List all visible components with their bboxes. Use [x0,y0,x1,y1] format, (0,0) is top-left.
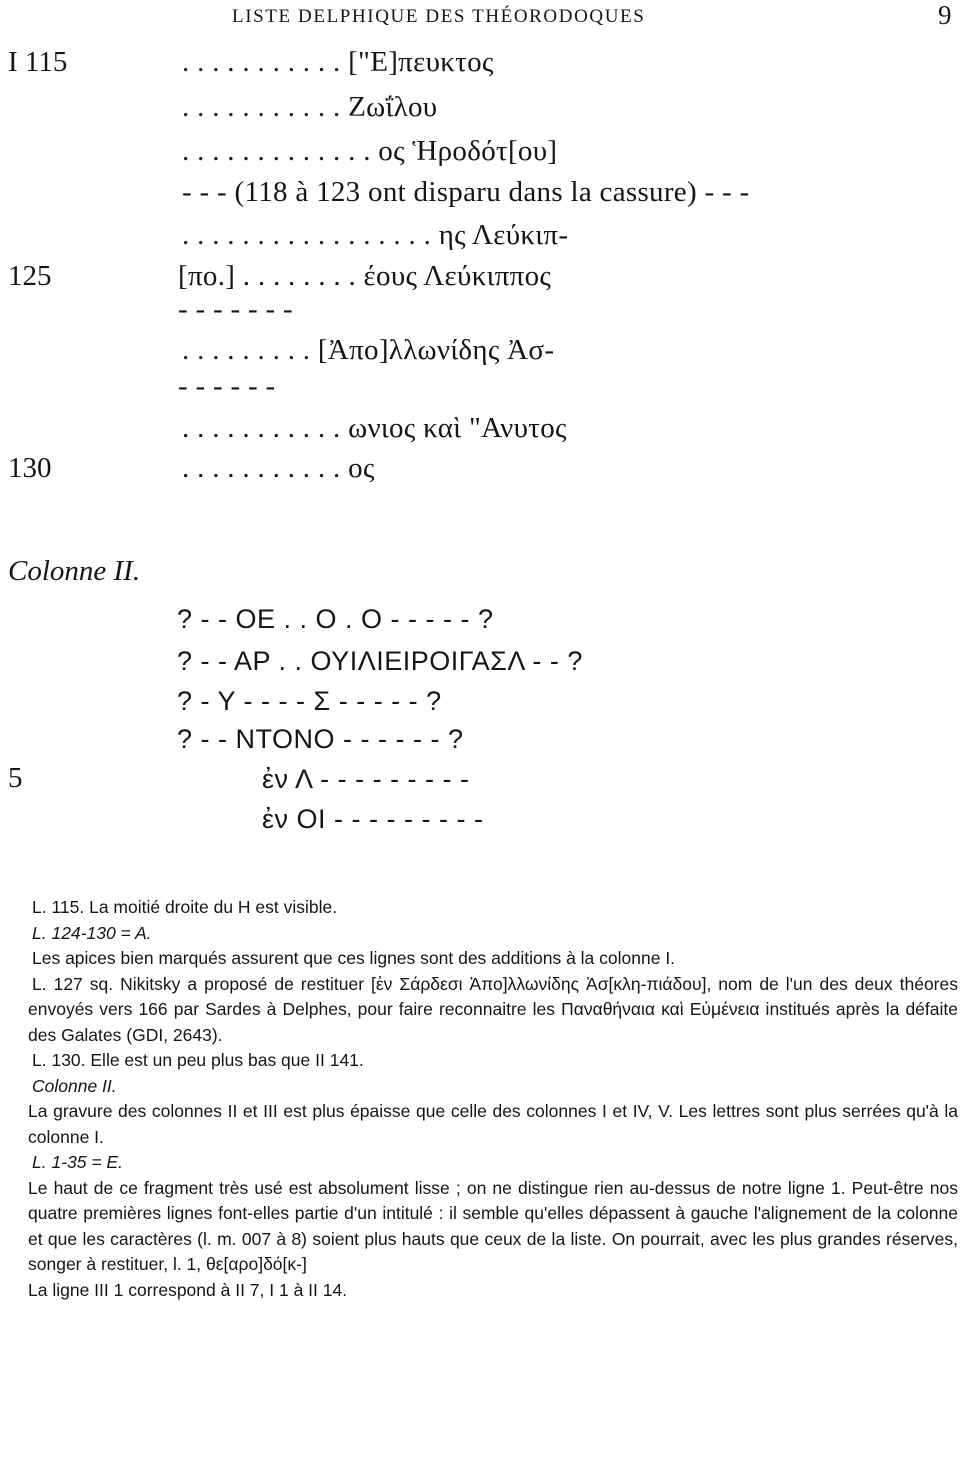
line-number: I 115 [8,46,68,78]
inscription-line: ? - - ΝΤΟΝΟ - - - - - - ? [177,724,464,754]
note: L. 1-35 = E. [32,1152,123,1172]
inscription-line: - - - - - - - [178,293,294,325]
inscription-line: . . . . . . . . . . . ωνιος καὶ "Ανυτος [182,412,567,444]
inscription-line: . . . . . . . . . . . . . . . . . ης Λεύκιπ- [182,219,569,251]
note: L. 130. Elle est un peu plus bas que II 141. [32,1050,364,1070]
inscription-line: . . . . . . . . . . . ος [182,452,375,484]
running-title: LISTE DELPHIQUE DES THÉORODOQUES [232,6,646,27]
note: Colonne II. [32,1075,117,1096]
note: La ligne III 1 correspond à II 7, I 1 à II 14. [28,1279,348,1300]
note: L. 115. La moitié droite du Η est visible. [32,897,338,917]
note: Le haut de ce fragment très usé est absolument lisse ; on ne distingue rien au-dessus de notre ligne 1. Peut-être nos quatre premières lignes font-elles partie d'un intitulé : il semble qu'elles dépassent à gauche l'alignement de la colonne et que les caractères (l. m. 007 à 8) soient plus hauts que ceux de la liste. On pourrait, avec les plus grandes réserves, songer à restituer, l. 1, θε[αρο]δό[κ-] [28,1177,958,1274]
note: L. 127 sq. Nikitsky a proposé de restituer [ἐν Σάρδεσι Ἀπο]λλωνίδης Ἀσ[κλη-πιάδου], nom de l'un des deux théores envoyés vers 166 par Sardes à Delphes, pour faire reconnaitre les Παναθήναια καὶ Εὐμένεια institués après la défaite des Galates (GDI, 2643). [28,973,958,1045]
inscription-line: ? - Υ - - - - Σ - - - - - ? [177,686,442,716]
inscription-line: . . . . . . . . . . . . . ος Ἡροδότ[ου] [182,135,558,167]
inscription-line: [πο.] . . . . . . . . έους Λεύκιππος [178,260,552,292]
inscription-line: . . . . . . . . . . . Ζωΐλου [182,91,438,123]
line-number: 130 [8,452,52,484]
inscription-line: - - - (118 à 123 ont disparu dans la cassure) - - - [182,176,750,208]
column-2-heading: Colonne II. [8,555,141,587]
inscription-line: ? - - ΟΕ . . Ο . Ο - - - - - ? [177,604,494,634]
line-number: 5 [8,762,23,794]
note: L. 124-130 = A. [32,922,152,943]
inscription-line: - - - - - - [178,370,276,402]
note: La gravure des colonnes II et III est plus épaisse que celle des colonnes I et IV, V. Les lettres sont plus serrées qu'à la colonne I. [28,1101,958,1147]
line-number: 125 [8,260,52,292]
page-number: 9 [938,0,952,30]
inscription-line: ἐν ΟΙ - - - - - - - - - [262,804,484,834]
inscription-line: . . . . . . . . . [Ἀπο]λλωνίδης Ἀσ- [182,334,555,366]
commentary [28,895,958,1303]
inscription-line: ἐν Λ - - - - - - - - - [262,764,470,794]
inscription-line: ? - - ΑΡ . . ΟΥΙΛΙΕΙΡΟΙΓΑΣΛ - - ? [177,646,583,676]
note: Les apices bien marqués assurent que ces lignes sont des additions à la colonne I. [32,948,676,968]
inscription-line: . . . . . . . . . . . ["Ε]πευκτος [182,46,494,78]
